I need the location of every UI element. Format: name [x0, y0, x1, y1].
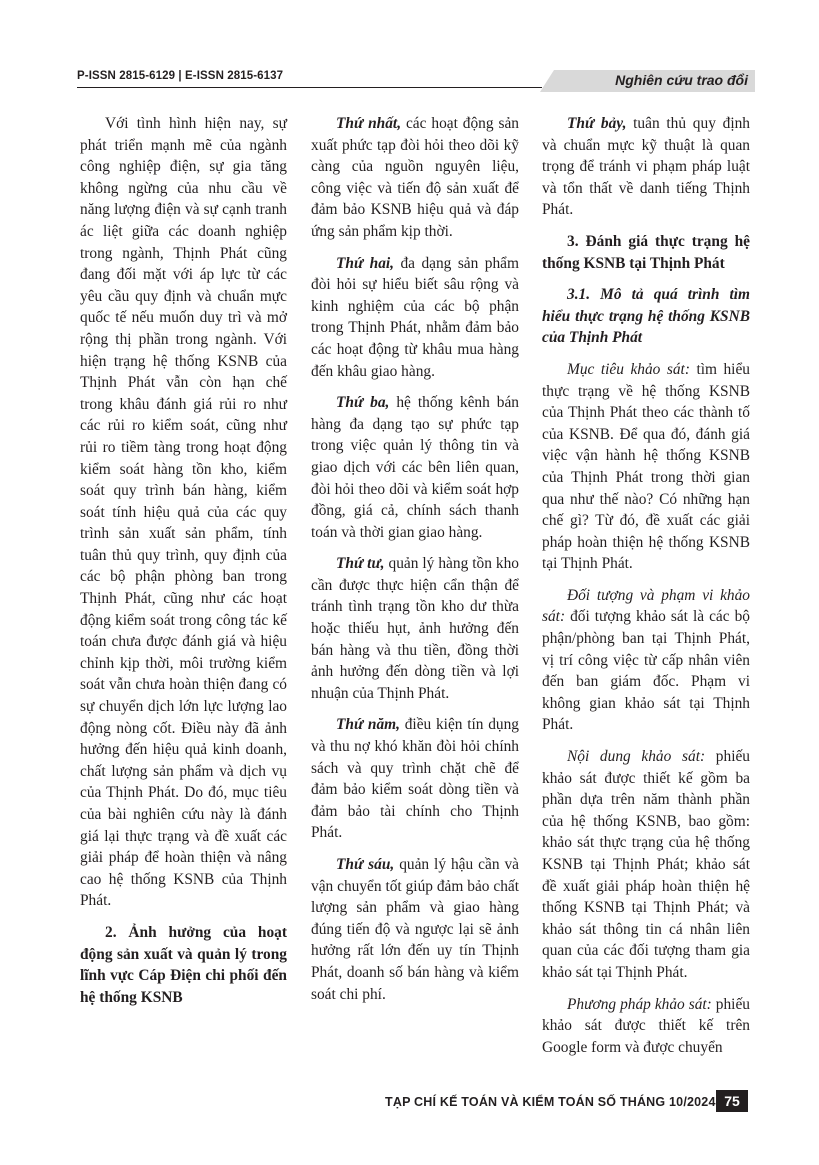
paragraph-lead: Thứ năm,: [336, 716, 400, 734]
issn-line: P-ISSN 2815-6129 | E-ISSN 2815-6137: [77, 70, 284, 82]
section-heading-3: 3. Đánh giá thực trạng hệ thống KSNB tại Thịnh Phát: [542, 232, 750, 272]
paragraph-thu-hai: [311, 253, 519, 383]
paragraph-lead: Thứ nhất,: [336, 115, 402, 132]
paragraph-text: tuân thủ quy định và chuẩn mực kỹ thuật là quan trọng để tránh vi phạm pháp luật và tổn thất về danh tiếng Thịnh Phát.: [542, 115, 750, 219]
paragraph-text: quản lý hậu cần và vận chuyển tốt giúp đảm bảo chất lượng sản phẩm và giao hàng đúng tiến độ và ngược lại sẽ ảnh hưởng rất lớn đến uy tín Thịnh Phát, doanh số bán hàng và kiểm soát chi phí.: [311, 856, 520, 1003]
paragraph-lead: Đối tượng và phạm vi khảo sát:: [542, 586, 750, 626]
page-number: 75: [716, 1090, 748, 1112]
column-2: [311, 113, 519, 1015]
paragraph-phuong-phap: [542, 994, 750, 1059]
paragraph-text: phiếu khảo sát được thiết kế trên Google form và được chuyển: [542, 995, 750, 1056]
paragraph-lead: Thứ sáu,: [336, 856, 395, 873]
paragraph-thu-tu: [311, 553, 519, 704]
paragraph-lead: Phương pháp khảo sát:: [567, 995, 712, 1013]
paragraph-thu-sau: [311, 854, 519, 1005]
paragraph-intro: Với tình hình hiện nay, sự phát triển mạnh mẽ của ngành công nghiệp điện, sự gia tăng không ngừng của nhu cầu về năng lượng điện và sự cạnh tranh ác liệt giữa các doanh nghiệp trong ngành, Thịnh Phát cũng đang đối mặt với áp lực từ các yêu cầu quy định và chuẩn mực quốc tế nếu muốn duy trì và mở rộng thị phần trong ngành. Với hiện trạng hệ thống KSNB của Thịnh Phát vẫn còn hạn chế trong khâu đánh giá rủi ro như các rủi ro kiểm soát, cũng như rủi ro tiềm tàng trong hoạt động kiểm soát hàng tồn kho, kiểm soát quy trình bán hàng, kiểm soát tính hiệu quả của các quy trình sản xuất sản phẩm, tính tuân thủ quy trình, quy định của các bộ phận phòng ban trong Thịnh Phát, cũng như các hoạt động kiểm soát trong công tác kế toán chưa được đánh giá và hiệu chỉnh kịp thời, môi trường kiểm soát vẫn chưa hoàn thiện đang có sự chuyển dịch lớn lực lượng lao động nòng cốt. Điều này đã ảnh hưởng đến hiệu quả kinh doanh, chất lượng sản phẩm và dịch vụ của Thịnh Phát. Do đó, mục tiêu của bài nghiên cứu này là đánh giá lại thực trạng và đề xuất các giải pháp để hoàn thiện và nâng cao hệ thống KSNB của Thịnh Phát.: [80, 115, 287, 910]
paragraph-lead: Thứ tư,: [336, 555, 385, 573]
journal-footer: TẠP CHÍ KẾ TOÁN VÀ KIỂM TOÁN SỐ THÁNG 10/2024: [385, 1095, 716, 1109]
paragraph-lead: Thứ bảy,: [567, 115, 627, 132]
section-title: Nghiên cứu trao đổi: [615, 72, 748, 88]
paragraph-thu-bay: [542, 113, 750, 221]
paragraph-noi-dung: [542, 746, 750, 984]
paragraph-text: điều kiện tín dụng và thu nợ khó khăn đòi hỏi chính sách và quy trình chặt chẽ để đảm bảo kiểm soát dòng tiền và đảm bảo tài chính cho Thịnh Phát.: [311, 716, 519, 842]
column-3: [542, 113, 750, 1068]
paragraph-text: tìm hiểu thực trạng về hệ thống KSNB của Thịnh Phát theo các thành tố của KSNB. Để qua đó, đánh giá việc vận hành hệ thống KSNB của Thịnh Phát trong thời gian qua như thế nào? Có những hạn chế gì? Từ đó, đề xuất các giải pháp hoàn thiện hệ thống KSNB tại Thịnh Phát.: [542, 360, 750, 573]
paragraph-text: quản lý hàng tồn kho cần được thực hiện cẩn thận để tránh tình trạng tồn kho dư thừa hoặc thiếu hụt, ảnh hưởng đến bán hàng và thu tiền, đồng thời ảnh hưởng đến dòng tiền và lợi nhuận của Thịnh Phát.: [311, 555, 520, 702]
section-heading-2: 2. Ảnh hưởng của hoạt động sản xuất và quản lý trong lĩnh vực Cáp Điện chi phối đến hệ thống KSNB: [80, 923, 287, 1006]
column-1: [80, 113, 287, 1018]
paragraph-text: phiếu khảo sát được thiết kế gồm ba phần dựa trên năm thành phần của hệ thống KSNB, bao gồm: khảo sát thực trạng của hệ thống KSNB tại Thịnh Phát; khảo sát đề xuất giải pháp hoàn thiện hệ thống KSNB tại Thịnh Phát; và khảo sát thông tin cá nhân liên quan của các đối tượng tham gia khảo sát tại Thịnh Phát.: [542, 748, 750, 981]
paragraph-text: hệ thống kênh bán hàng đa dạng tạo sự phức tạp trong việc quản lý thông tin và giao dịch với các bên liên quan, đòi hỏi theo dõi và kiểm soát hợp đồng, giá cả, chính sách thanh toán và thời gian giao hàng.: [311, 394, 519, 541]
subsection-heading-3-1: 3.1. Mô tả quá trình tìm hiểu thực trạng hệ thống KSNB của Thịnh Phát: [542, 286, 750, 347]
paragraph-lead: Thứ hai,: [336, 254, 395, 272]
header-rule: [77, 87, 542, 88]
paragraph-thu-nam: [311, 714, 519, 844]
paragraph-text: đối tượng khảo sát là các bộ phận/phòng ban tại Thịnh Phát, vị trí công việc từ cấp nhân viên đến ban giám đốc. Phạm vi không gian khảo sát tại Thịnh Phát.: [542, 608, 750, 734]
paragraph-lead: Mục tiêu khảo sát:: [567, 360, 690, 378]
paragraph-muc-tieu: [542, 359, 750, 575]
paragraph-text: đa dạng sản phẩm đòi hỏi sự hiểu biết sâu rộng và kinh nghiệm của các bộ phận trong Thịnh Phát, nhằm đảm bảo các hoạt động từ khâu mua hàng đến khâu giao hàng.: [311, 254, 519, 380]
paragraph-thu-ba: [311, 392, 519, 543]
paragraph-doi-tuong: [542, 585, 750, 736]
paragraph-lead: Thứ ba,: [336, 394, 390, 412]
paragraph-lead: Nội dung khảo sát:: [567, 748, 706, 766]
paragraph-text: các hoạt động sản xuất phức tạp đòi hỏi theo dõi kỹ càng của nguồn nguyên liệu, công việc và tiến độ sản xuất để đảm bảo KSNB hiệu quả và đáp ứng sản phẩm kịp thời.: [311, 115, 520, 240]
paragraph-thu-nhat: [311, 113, 519, 243]
